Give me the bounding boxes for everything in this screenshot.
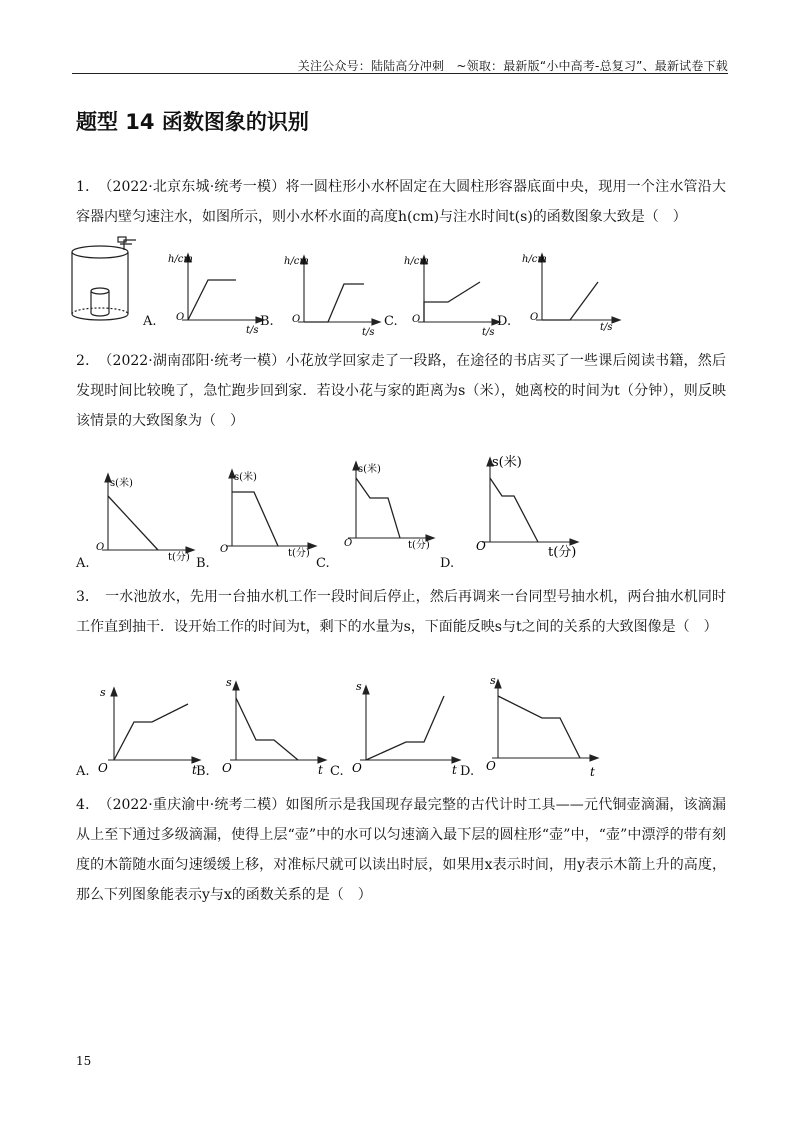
x-axis-label: t — [452, 763, 457, 777]
origin-label: O — [486, 759, 496, 773]
x-axis-label: t — [318, 763, 323, 777]
x-axis-label: t(分) — [548, 545, 577, 560]
option-d[interactable]: D. — [460, 764, 475, 779]
x-axis-label: t(分) — [408, 540, 430, 551]
y-axis-label: h/cm — [284, 256, 309, 267]
q1-graph-b — [284, 252, 380, 338]
q3-graph-a — [96, 682, 202, 777]
origin-label: O — [176, 312, 185, 323]
q1-graph-d — [520, 250, 620, 333]
option-d[interactable]: D. — [497, 314, 512, 329]
question-4 — [76, 790, 726, 910]
option-b[interactable]: B. — [196, 764, 210, 779]
q2-graph-b — [218, 464, 318, 559]
page-title: 题型 14 函数图象的识别 — [76, 110, 309, 134]
option-a[interactable]: A. — [76, 556, 90, 571]
y-axis-label: h/cm — [404, 256, 429, 267]
option-c[interactable]: C. — [384, 314, 398, 329]
x-axis-label: t/s — [600, 322, 613, 333]
origin-label: O — [220, 544, 229, 555]
y-axis-label: s — [100, 686, 106, 699]
y-axis-label: s — [356, 680, 362, 693]
y-axis-label: s(米) — [234, 472, 257, 483]
q2-graph-a — [94, 470, 194, 563]
origin-label: O — [344, 538, 353, 549]
question-1 — [76, 172, 726, 232]
origin-label: O — [98, 761, 108, 775]
page-number: 15 — [76, 1054, 92, 1068]
q3-graph-b — [222, 674, 328, 777]
x-axis-label: t — [192, 763, 197, 777]
origin-label: O — [530, 312, 539, 323]
origin-label: O — [96, 542, 105, 553]
container-illustration — [64, 236, 140, 328]
x-axis-label: t/s — [482, 327, 495, 338]
option-a[interactable]: A. — [76, 764, 90, 779]
q3-graph-c — [352, 676, 462, 777]
option-a[interactable]: A. — [143, 314, 157, 329]
origin-label: O — [412, 314, 421, 325]
origin-label: O — [476, 539, 486, 553]
question-text: （2022·湖南邵阳·统考一模）小花放学回家走了一段路，在途径的书店买了一些课后阅读书籍，然后发现时间比较晚了，急忙跑步回到家．若设小花与家的距离为s（米），她离校的时间为t（分钟），则反映该情景的大致图象为（ ） — [76, 353, 726, 429]
x-axis-label: t/s — [362, 327, 375, 338]
option-b[interactable]: B. — [260, 314, 274, 329]
y-axis-label: s(米) — [358, 464, 381, 475]
y-axis-label: h/cm — [168, 254, 193, 265]
question-number: 1． — [76, 179, 100, 195]
question-number: 4． — [76, 797, 100, 813]
y-axis-label: s — [490, 674, 496, 687]
y-axis-label: s(米) — [492, 455, 522, 470]
q1-graph-a — [168, 250, 264, 336]
question-number: 2． — [76, 353, 100, 369]
option-b[interactable]: B. — [196, 556, 210, 571]
question-3 — [76, 582, 726, 642]
question-number: 3． — [76, 589, 100, 605]
question-text: 一水池放水，先用一台抽水机工作一段时间后停止，然后再调来一台同型号抽水机，两台抽水机同时工作直到抽干．设开始工作的时间为t，剩下的水量为s，下面能反映s与t之间的关系的大致图像是（ ） — [76, 589, 726, 635]
header-text: 关注公众号：陆陆高分冲刺 ~领取：最新版“小中高考-总复习”、最新试卷下载 — [297, 59, 728, 73]
header-divider — [72, 73, 728, 74]
q2-graph-d — [470, 448, 582, 558]
x-axis-label: t(分) — [168, 552, 190, 563]
question-2 — [76, 346, 726, 436]
q1-graph-c — [404, 252, 500, 338]
x-axis-label: t — [590, 765, 595, 779]
x-axis-label: t/s — [246, 325, 259, 336]
option-c[interactable]: C. — [316, 556, 330, 571]
q2-graph-c — [336, 456, 436, 551]
y-axis-label: s(米) — [110, 478, 133, 489]
y-axis-label: h/cm — [522, 254, 547, 265]
option-c[interactable]: C. — [330, 764, 344, 779]
option-d[interactable]: D. — [440, 556, 455, 571]
origin-label: O — [292, 314, 301, 325]
question-text: （2022·重庆渝中·统考二模）如图所示是我国现存最完整的古代计时工具——元代铜壶滴漏，该滴漏从上至下通过多级滴漏，使得上层“壶”中的水可以匀速滴入最下层的圆柱形“壶”中，“壶”中漂浮的带有刻度的木箭随水面匀速缓缓上移，对准标尺就可以读出时辰，如果用x表示时间，用y表示木箭上升的高度，那么下列图象能表示y与x的函数关系的是（ ） — [76, 797, 726, 903]
origin-label: O — [352, 761, 362, 775]
origin-label: O — [222, 761, 232, 775]
q3-graph-d — [482, 672, 600, 779]
y-axis-label: s — [226, 676, 232, 689]
x-axis-label: t(分) — [288, 548, 310, 559]
question-text: （2022·北京东城·统考一模）将一圆柱形小水杯固定在大圆柱形容器底面中央，现用一个注水管沿大容器内壁匀速注水，如图所示，则小水杯水面的高度h(cm)与注水时间t(s)的函数图象大致是（ ） — [76, 179, 726, 225]
